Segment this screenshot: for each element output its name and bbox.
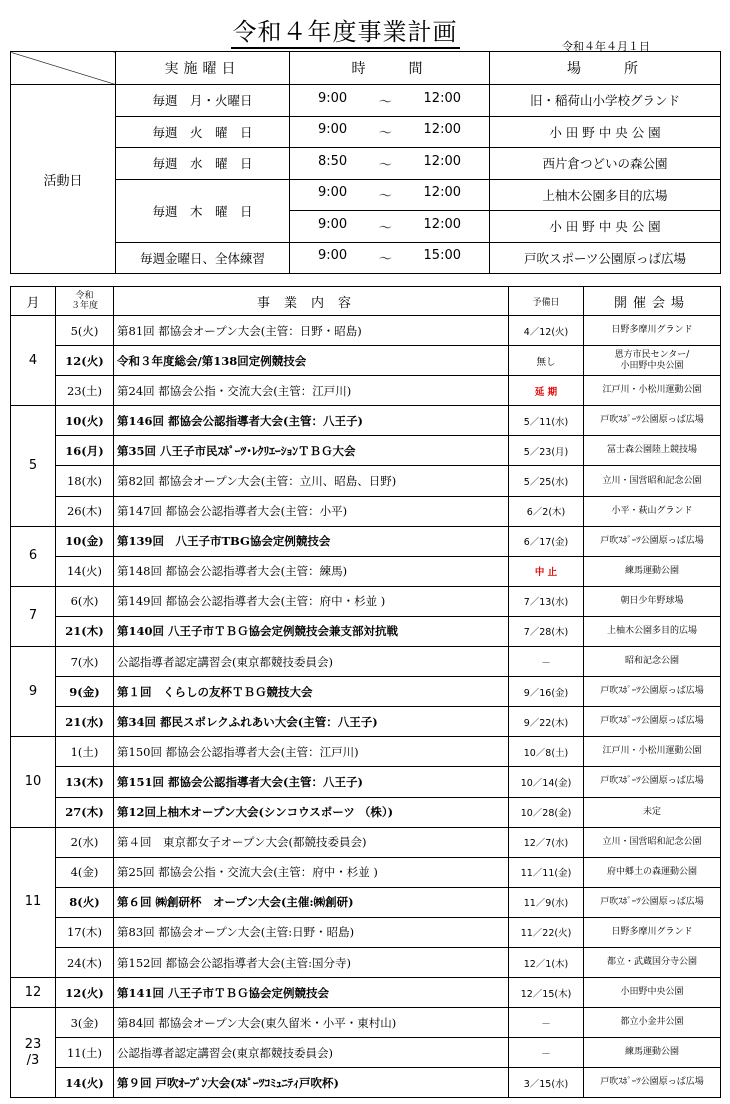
event-venue: 恩方市民センター/ 小田野中央公園 — [584, 346, 721, 376]
event-content: 第34回 都民スポレクふれあい大会(主管：八王子) — [114, 707, 509, 737]
event-reserve-date: 5／11(水) — [509, 406, 584, 436]
event-reserve-date: － — [509, 647, 584, 677]
schedule-row — [11, 242, 721, 274]
schedule-time-sep: ～ — [378, 252, 392, 268]
event-date: 5(火) — [56, 316, 114, 346]
event-row — [11, 1068, 721, 1098]
event-row — [11, 737, 721, 767]
event-venue: 立川・国営昭和記念公園 — [584, 827, 721, 857]
event-content: 第147回 都協会公認指導者大会(主管：小平) — [114, 496, 509, 526]
schedule-header-corner — [11, 52, 116, 85]
event-venue: 練馬運動公園 — [584, 556, 721, 586]
schedule-place: 上柚木公園多目的広場 — [490, 179, 721, 211]
event-content: 第４回 東京都女子オープン大会(都競技委員会) — [114, 827, 509, 857]
event-reserve-date: 5／25(水) — [509, 466, 584, 496]
event-date: 21(水) — [56, 707, 114, 737]
event-row — [11, 857, 721, 887]
event-venue: 上柚木公園多目的広場 — [584, 616, 721, 646]
event-date: 14(火) — [56, 1068, 114, 1098]
event-date: 21(木) — [56, 616, 114, 646]
event-date: 24(木) — [56, 947, 114, 977]
events-header-row — [11, 287, 721, 316]
event-content: 第12回上柚木オープン大会(シンコウスポーツ （株）) — [114, 797, 509, 827]
event-reserve-date: 10／14(金) — [509, 767, 584, 797]
event-date: 18(水) — [56, 466, 114, 496]
event-content: 第150回 都協会公認指導者大会(主管：江戸川) — [114, 737, 509, 767]
event-reserve-date: 11／9(水) — [509, 887, 584, 917]
event-date: 7(水) — [56, 647, 114, 677]
event-content: 第151回 都協会公認指導者大会(主管：八王子) — [114, 767, 509, 797]
event-content: 第149回 都協会公認指導者大会(主管：府中・杉並 ) — [114, 586, 509, 616]
event-reserve-date: 6／2(木) — [509, 496, 584, 526]
schedule-time-start: 8:50 — [318, 153, 348, 169]
event-venue: 日野多摩川グランド — [584, 316, 721, 346]
schedule-time-sep: ～ — [378, 126, 392, 142]
event-row — [11, 376, 721, 406]
event-row — [11, 707, 721, 737]
event-reserve-date: 12／15(木) — [509, 978, 584, 1008]
event-venue: 戸吹ｽﾎﾟｰﾂ公園原っぱ広場 — [584, 677, 721, 707]
event-date: 27(木) — [56, 797, 114, 827]
event-month: 9 — [11, 647, 56, 737]
events-table — [10, 286, 721, 1098]
events-header-venue: 開催会場 — [584, 287, 721, 316]
event-reserve-date: 5／23(月) — [509, 436, 584, 466]
event-row — [11, 406, 721, 436]
event-venue: 小平・萩山グランド — [584, 496, 721, 526]
event-venue: 都立小金井公園 — [584, 1008, 721, 1038]
event-date: 3(金) — [56, 1008, 114, 1038]
schedule-time — [290, 179, 490, 211]
schedule-time — [290, 211, 490, 243]
schedule-time-sep: ～ — [378, 220, 392, 236]
event-row — [11, 677, 721, 707]
schedule-place: 西片倉つどいの森公園 — [490, 148, 721, 180]
event-content: 第139回 八王子市TBG協会定例競技会 — [114, 526, 509, 556]
event-reserve-date: 7／28(木) — [509, 616, 584, 646]
event-row — [11, 797, 721, 827]
event-month: 10 — [11, 737, 56, 827]
event-row — [11, 586, 721, 616]
event-month: 23 /3 — [11, 1008, 56, 1098]
schedule-time-start: 9:00 — [318, 122, 348, 138]
event-venue: 府中郷土の森運動公園 — [584, 857, 721, 887]
schedule-row — [11, 116, 721, 148]
event-month: 7 — [11, 586, 56, 646]
event-content: 第25回 都協会公指・交流大会(主管：府中・杉並 ) — [114, 857, 509, 887]
events-header-yobi: 予備日 — [509, 287, 584, 316]
event-reserve-date: 3／15(水) — [509, 1068, 584, 1098]
schedule-row — [11, 85, 721, 117]
schedule-time — [290, 148, 490, 180]
event-venue: 戸吹ｽﾎﾟｰﾂ公園原っぱ広場 — [584, 526, 721, 556]
event-date: 10(金) — [56, 526, 114, 556]
event-reserve-date: 4／12(火) — [509, 316, 584, 346]
event-row — [11, 316, 721, 346]
event-venue: 戸吹ｽﾎﾟｰﾂ公園原っぱ広場 — [584, 1068, 721, 1098]
event-reserve-date: 中 止 — [509, 556, 584, 586]
schedule-time — [290, 242, 490, 274]
event-date: 11(土) — [56, 1038, 114, 1068]
schedule-header-place: 場 所 — [490, 52, 721, 85]
schedule-day: 毎週金曜日、全体練習 — [116, 242, 290, 274]
schedule-place: 旧・稲荷山小学校グランド — [490, 85, 721, 117]
event-date: 17(木) — [56, 917, 114, 947]
event-row — [11, 767, 721, 797]
event-reserve-date: 6／17(金) — [509, 526, 584, 556]
event-venue: 日野多摩川グランド — [584, 917, 721, 947]
event-content: 第35回 八王子市民ｽﾎﾟｰﾂ･ﾚｸﾘｴｰｼｮﾝＴＢＧ大会 — [114, 436, 509, 466]
schedule-day: 毎週 木 曜 日 — [116, 179, 290, 242]
schedule-place: 戸吹スポーツ公園原っぱ広場 — [490, 242, 721, 274]
event-date: 13(木) — [56, 767, 114, 797]
event-content: 第148回 都協会公認指導者大会(主管：練馬) — [114, 556, 509, 586]
event-row — [11, 978, 721, 1008]
event-date: 10(火) — [56, 406, 114, 436]
event-row — [11, 1008, 721, 1038]
page-title-text: 令和４年度事業計画 — [231, 18, 460, 49]
schedule-place: 小 田 野 中 央 公 園 — [490, 211, 721, 243]
event-reserve-date: 12／7(水) — [509, 827, 584, 857]
schedule-time-end: 12:00 — [423, 122, 461, 138]
schedule-header-time: 時 間 — [290, 52, 490, 85]
events-header-content: 事業内容 — [114, 287, 509, 316]
event-venue: 練馬運動公園 — [584, 1038, 721, 1068]
schedule-time — [290, 85, 490, 117]
event-reserve-date: 12／1(木) — [509, 947, 584, 977]
event-row — [11, 1038, 721, 1068]
event-row — [11, 436, 721, 466]
event-row — [11, 827, 721, 857]
event-content: 令和３年度総会/第138回定例競技会 — [114, 346, 509, 376]
event-date: 2(水) — [56, 827, 114, 857]
event-date: 6(水) — [56, 586, 114, 616]
event-row — [11, 917, 721, 947]
event-reserve-date: 延 期 — [509, 376, 584, 406]
event-reserve-date: 10／28(金) — [509, 797, 584, 827]
event-venue: 戸吹ｽﾎﾟｰﾂ公園原っぱ広場 — [584, 707, 721, 737]
event-row — [11, 647, 721, 677]
event-row — [11, 526, 721, 556]
event-venue: 戸吹ｽﾎﾟｰﾂ公園原っぱ広場 — [584, 406, 721, 436]
schedule-row — [11, 148, 721, 180]
event-row — [11, 947, 721, 977]
schedule-time-start: 9:00 — [318, 90, 348, 106]
event-venue: 立川・国営昭和記念公園 — [584, 466, 721, 496]
event-row — [11, 496, 721, 526]
event-content: 公認指導者認定講習会(東京都競技委員会) — [114, 1038, 509, 1068]
schedule-time-sep: ～ — [378, 94, 392, 110]
event-row — [11, 556, 721, 586]
event-content: 第146回 都協会公認指導者大会(主管：八王子) — [114, 406, 509, 436]
event-reserve-date: 9／22(木) — [509, 707, 584, 737]
event-date: 1(土) — [56, 737, 114, 767]
event-date: 16(月) — [56, 436, 114, 466]
event-month: 5 — [11, 406, 56, 526]
activity-schedule-table — [10, 51, 721, 274]
event-month: 6 — [11, 526, 56, 586]
event-reserve-date: 7／13(水) — [509, 586, 584, 616]
event-venue: 未定 — [584, 797, 721, 827]
event-content: 第６回 ㈱創研杯 オープン大会(主催:㈱創研) — [114, 887, 509, 917]
schedule-time-start: 9:00 — [318, 185, 348, 201]
event-venue: 都立・武蔵国分寺公園 — [584, 947, 721, 977]
event-date: 8(火) — [56, 887, 114, 917]
event-reserve-date: 10／8(土) — [509, 737, 584, 767]
schedule-time-end: 12:00 — [423, 153, 461, 169]
event-content: 第83回 都協会オープン大会(主管:日野・昭島) — [114, 917, 509, 947]
event-row — [11, 616, 721, 646]
event-reserve-date: － — [509, 1038, 584, 1068]
event-venue: 昭和記念公園 — [584, 647, 721, 677]
event-date: 9(金) — [56, 677, 114, 707]
event-month: 12 — [11, 978, 56, 1008]
event-content: 公認指導者認定講習会(東京都競技委員会) — [114, 647, 509, 677]
event-content: 第９回 戸吹ｵｰﾌﾟﾝ大会(ｽﾎﾟｰﾂｺﾐｭﾆﾃｨ戸吹杯) — [114, 1068, 509, 1098]
event-content: 第141回 八王子市ＴＢＧ協会定例競技会 — [114, 978, 509, 1008]
event-content: 第24回 都協会公指・交流大会(主管：江戸川) — [114, 376, 509, 406]
issue-date: 令和４年４月１日 — [562, 40, 650, 53]
event-content: 第82回 都協会オープン大会(主管：立川、昭島、日野) — [114, 466, 509, 496]
schedule-time-sep: ～ — [378, 189, 392, 205]
schedule-time-start: 9:00 — [318, 216, 348, 232]
event-content: 第１回 くらしの友杯ＴＢＧ競技大会 — [114, 677, 509, 707]
event-venue: 小田野中央公園 — [584, 978, 721, 1008]
schedule-day: 毎週 火 曜 日 — [116, 116, 290, 148]
event-venue: 江戸川・小松川運動公園 — [584, 737, 721, 767]
event-content: 第152回 都協会公認指導者大会(主管:国分寺) — [114, 947, 509, 977]
event-venue: 朝日少年野球場 — [584, 586, 721, 616]
event-reserve-date: 9／16(金) — [509, 677, 584, 707]
schedule-row-label: 活動日 — [11, 85, 116, 274]
event-date: 4(金) — [56, 857, 114, 887]
event-venue: 江戸川・小松川運動公園 — [584, 376, 721, 406]
event-reserve-date: 無し — [509, 346, 584, 376]
event-row — [11, 346, 721, 376]
event-content: 第140回 八王子市ＴＢＧ協会定例競技会兼支部対抗戦 — [114, 616, 509, 646]
event-venue: 戸吹ｽﾎﾟｰﾂ公園原っぱ広場 — [584, 887, 721, 917]
event-date: 26(木) — [56, 496, 114, 526]
event-date: 12(火) — [56, 978, 114, 1008]
schedule-place: 小 田 野 中 央 公 園 — [490, 116, 721, 148]
schedule-time-end: 15:00 — [423, 248, 461, 264]
event-date: 12(火) — [56, 346, 114, 376]
event-date: 14(火) — [56, 556, 114, 586]
event-date: 23(土) — [56, 376, 114, 406]
event-content: 第81回 都協会オープン大会(主管：日野・昭島) — [114, 316, 509, 346]
schedule-header-day: 実施曜日 — [116, 52, 290, 85]
event-reserve-date: 11／22(火) — [509, 917, 584, 947]
events-header-month: 月 — [11, 287, 56, 316]
events-header-prev-date: 令和 ３年度 — [56, 287, 114, 316]
schedule-time-end: 12:00 — [423, 216, 461, 232]
event-reserve-date: 11／11(金) — [509, 857, 584, 887]
schedule-time — [290, 116, 490, 148]
schedule-header-row — [11, 52, 721, 85]
event-month: 4 — [11, 316, 56, 406]
event-row — [11, 887, 721, 917]
schedule-time-start: 9:00 — [318, 248, 348, 264]
schedule-time-sep: ～ — [378, 157, 392, 173]
event-month: 11 — [11, 827, 56, 977]
event-venue: 冨士森公園陸上競技場 — [584, 436, 721, 466]
event-row — [11, 466, 721, 496]
schedule-row — [11, 179, 721, 211]
schedule-day: 毎週 水 曜 日 — [116, 148, 290, 180]
schedule-day: 毎週 月・火曜日 — [116, 85, 290, 117]
schedule-time-end: 12:00 — [423, 185, 461, 201]
schedule-time-end: 12:00 — [423, 90, 461, 106]
event-reserve-date: － — [509, 1008, 584, 1038]
event-venue: 戸吹ｽﾎﾟｰﾂ公園原っぱ広場 — [584, 767, 721, 797]
event-content: 第84回 都協会オープン大会(東久留米・小平・東村山) — [114, 1008, 509, 1038]
